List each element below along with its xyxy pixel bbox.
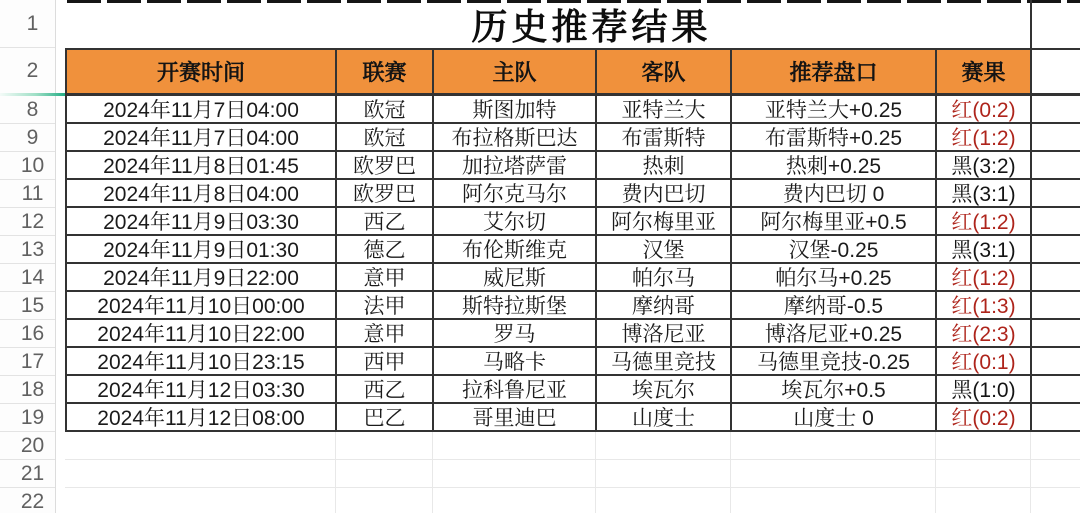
cell-blank[interactable] — [1030, 292, 1080, 318]
cell-away-team[interactable]: 亚特兰大 — [595, 96, 730, 122]
gridline — [432, 432, 433, 513]
cell-league[interactable]: 欧冠 — [335, 96, 432, 122]
table-row — [65, 348, 1080, 376]
table-row — [65, 376, 1080, 404]
cell-home-team[interactable]: 布伦斯维克 — [432, 236, 595, 262]
empty-row[interactable] — [65, 432, 1080, 460]
cell-handicap[interactable]: 博洛尼亚+0.25 — [730, 320, 935, 346]
cell-kickoff-time[interactable]: 2024年11月8日01:45 — [65, 152, 335, 178]
cell-home-team[interactable]: 马略卡 — [432, 348, 595, 374]
row-header[interactable]: 20 — [0, 432, 55, 460]
cell-home-team[interactable]: 拉科鲁尼亚 — [432, 376, 595, 402]
cell-handicap[interactable]: 汉堡-0.25 — [730, 236, 935, 262]
cell-league[interactable]: 德乙 — [335, 236, 432, 262]
cell-result[interactable]: 红(1:3) — [935, 292, 1030, 318]
cell-result[interactable]: 红(0:2) — [935, 96, 1030, 122]
table-row — [65, 264, 1080, 292]
row-header[interactable]: 12 — [0, 208, 55, 236]
cell-away-team[interactable]: 摩纳哥 — [595, 292, 730, 318]
page-title[interactable]: 历史推荐结果 — [471, 5, 712, 47]
table-header-row — [65, 48, 1080, 96]
cell-league[interactable]: 西乙 — [335, 376, 432, 402]
cell-away-team[interactable]: 汉堡 — [595, 236, 730, 262]
cell-blank[interactable] — [1030, 152, 1080, 178]
cell-away-team[interactable]: 马德里竞技 — [595, 348, 730, 374]
cell-away-team[interactable]: 山度士 — [595, 404, 730, 430]
row-header[interactable]: 9 — [0, 124, 55, 152]
gridline — [730, 432, 731, 513]
cell-result[interactable]: 红(1:2) — [935, 124, 1030, 150]
table-row — [65, 96, 1080, 124]
cell-away-team[interactable]: 布雷斯特 — [595, 124, 730, 150]
cell-handicap[interactable]: 亚特兰大+0.25 — [730, 96, 935, 122]
cell-home-team[interactable]: 阿尔克马尔 — [432, 180, 595, 206]
row-header[interactable]: 18 — [0, 376, 55, 404]
empty-rows — [65, 432, 1080, 513]
column-header-home-team[interactable]: 主队 — [432, 50, 595, 93]
column-header-blank[interactable] — [1030, 50, 1080, 93]
cell-away-team[interactable]: 埃瓦尔 — [595, 376, 730, 402]
table-row — [65, 124, 1080, 152]
row-header[interactable]: 13 — [0, 236, 55, 264]
table-row — [65, 236, 1080, 264]
gridline — [935, 432, 936, 513]
table-body — [65, 96, 1080, 432]
row-header[interactable]: 19 — [0, 404, 55, 432]
row-header[interactable]: 17 — [0, 348, 55, 376]
cell-handicap[interactable]: 马德里竞技-0.25 — [730, 348, 935, 374]
cell-result[interactable]: 红(0:1) — [935, 348, 1030, 374]
cell-result[interactable]: 黑(3:2) — [935, 152, 1030, 178]
title-row — [65, 0, 1080, 48]
column-header-kickoff-time[interactable]: 开赛时间 — [65, 50, 335, 93]
gridline — [1030, 432, 1031, 513]
row-header[interactable]: 11 — [0, 180, 55, 208]
row-header-list — [0, 96, 55, 432]
row-header[interactable]: 15 — [0, 292, 55, 320]
row-header[interactable]: 14 — [0, 264, 55, 292]
cell-home-team[interactable]: 哥里迪巴 — [432, 404, 595, 430]
cell-home-team[interactable]: 加拉塔萨雷 — [432, 152, 595, 178]
row-header-list-empty — [0, 432, 55, 513]
cell-blank[interactable] — [1030, 180, 1080, 206]
cell-handicap[interactable]: 费内巴切 0 — [730, 180, 935, 206]
cell-kickoff-time[interactable]: 2024年11月12日08:00 — [65, 404, 335, 430]
column-header-recommended-handicap[interactable]: 推荐盘口 — [730, 50, 935, 93]
gridline — [595, 432, 596, 513]
cell-handicap[interactable]: 布雷斯特+0.25 — [730, 124, 935, 150]
results-table — [65, 0, 1080, 513]
cell-league[interactable]: 西乙 — [335, 208, 432, 234]
cell-kickoff-time[interactable]: 2024年11月9日22:00 — [65, 264, 335, 290]
cell-blank[interactable] — [1030, 376, 1080, 402]
cell-league[interactable]: 巴乙 — [335, 404, 432, 430]
table-row — [65, 404, 1080, 432]
cell-league[interactable]: 欧罗巴 — [335, 180, 432, 206]
row-header[interactable]: 21 — [0, 460, 55, 488]
cell-handicap[interactable]: 帕尔马+0.25 — [730, 264, 935, 290]
cell-handicap[interactable]: 热刺+0.25 — [730, 152, 935, 178]
cell-away-team[interactable]: 费内巴切 — [595, 180, 730, 206]
cell-blank[interactable] — [1030, 404, 1080, 430]
gridline — [335, 432, 336, 513]
cell-league[interactable]: 法甲 — [335, 292, 432, 318]
cell-result[interactable]: 红(1:2) — [935, 264, 1030, 290]
cell-handicap[interactable]: 阿尔梅里亚+0.5 — [730, 208, 935, 234]
cell-result[interactable]: 黑(3:1) — [935, 180, 1030, 206]
cell-home-team[interactable]: 斯图加特 — [432, 96, 595, 122]
cell-handicap[interactable]: 山度士 0 — [730, 404, 935, 430]
column-header-league[interactable]: 联赛 — [335, 50, 432, 93]
cell-away-team[interactable]: 博洛尼亚 — [595, 320, 730, 346]
cell-blank[interactable] — [1030, 236, 1080, 262]
row-header[interactable]: 2 — [26, 58, 39, 82]
cell-away-team[interactable]: 帕尔马 — [595, 264, 730, 290]
cell-result[interactable]: 黑(1:0) — [935, 376, 1030, 402]
table-row — [65, 152, 1080, 180]
cell-kickoff-time[interactable]: 2024年11月7日04:00 — [65, 124, 335, 150]
cell-handicap[interactable]: 埃瓦尔+0.5 — [730, 376, 935, 402]
gutter-divider — [55, 0, 56, 513]
cell-blank[interactable] — [1030, 124, 1080, 150]
cell-kickoff-time[interactable]: 2024年11月8日04:00 — [65, 180, 335, 206]
cell-kickoff-time[interactable]: 2024年11月9日03:30 — [65, 208, 335, 234]
cell-kickoff-time[interactable]: 2024年11月9日01:30 — [65, 236, 335, 262]
row-header[interactable]: 10 — [0, 152, 55, 180]
hidden-rows-indicator[interactable] — [0, 93, 65, 96]
empty-row[interactable] — [65, 488, 1080, 513]
cell-league[interactable]: 意甲 — [335, 264, 432, 290]
cell-home-team[interactable]: 布拉格斯巴达 — [432, 124, 595, 150]
cell-kickoff-time[interactable]: 2024年11月10日22:00 — [65, 320, 335, 346]
cell-result[interactable]: 黑(3:1) — [935, 236, 1030, 262]
cell-kickoff-time[interactable]: 2024年11月10日23:15 — [65, 348, 335, 374]
row-header[interactable]: 16 — [0, 320, 55, 348]
cell-league[interactable]: 意甲 — [335, 320, 432, 346]
table-row — [65, 208, 1080, 236]
column-header-result[interactable]: 赛果 — [935, 50, 1030, 93]
table-row — [65, 180, 1080, 208]
cell-home-team[interactable]: 斯特拉斯堡 — [432, 292, 595, 318]
cell-kickoff-time[interactable]: 2024年11月12日03:30 — [65, 376, 335, 402]
empty-row[interactable] — [65, 460, 1080, 488]
cell-league[interactable]: 西甲 — [335, 348, 432, 374]
cell-away-team[interactable]: 热刺 — [595, 152, 730, 178]
cell-home-team[interactable]: 威尼斯 — [432, 264, 595, 290]
cell-home-team[interactable]: 罗马 — [432, 320, 595, 346]
table-row — [65, 292, 1080, 320]
cell-league[interactable]: 欧冠 — [335, 124, 432, 150]
cell-league[interactable]: 欧罗巴 — [335, 152, 432, 178]
row-header[interactable]: 1 — [0, 0, 55, 48]
cell-home-team[interactable]: 艾尔切 — [432, 208, 595, 234]
cell-result[interactable]: 红(0:2) — [935, 404, 1030, 430]
cell-kickoff-time[interactable]: 2024年11月10日00:00 — [65, 292, 335, 318]
row-header[interactable]: 8 — [0, 96, 55, 124]
cell-result[interactable]: 红(2:3) — [935, 320, 1030, 346]
row-header-gutter — [0, 0, 55, 513]
cell-blank[interactable] — [1030, 320, 1080, 346]
column-header-away-team[interactable]: 客队 — [595, 50, 730, 93]
empty-rows-area — [65, 432, 1080, 513]
cell-blank[interactable] — [1030, 208, 1080, 234]
gridline — [1030, 0, 1032, 48]
cell-blank[interactable] — [1030, 264, 1080, 290]
cell-kickoff-time[interactable]: 2024年11月7日04:00 — [65, 96, 335, 122]
cell-blank[interactable] — [1030, 96, 1080, 122]
row-header[interactable]: 22 — [0, 488, 55, 513]
cell-blank[interactable] — [1030, 348, 1080, 374]
cell-result[interactable]: 红(1:2) — [935, 208, 1030, 234]
cell-away-team[interactable]: 阿尔梅里亚 — [595, 208, 730, 234]
cell-handicap[interactable]: 摩纳哥-0.5 — [730, 292, 935, 318]
table-row — [65, 320, 1080, 348]
